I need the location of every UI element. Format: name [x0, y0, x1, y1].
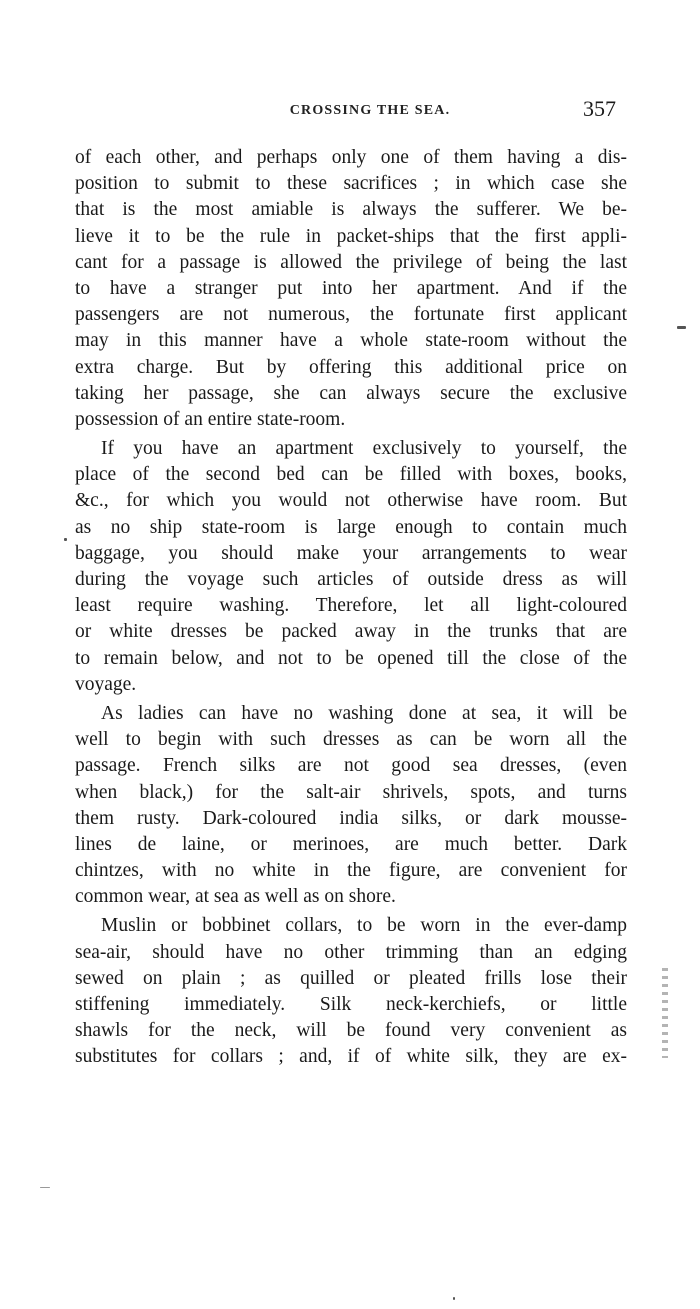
margin-mark: [662, 968, 668, 1058]
text-line: may in this manner have a whole state-room without the: [75, 330, 627, 352]
text-line: voyage.: [75, 673, 137, 695]
text-line: place of the second bed can be filled with boxes, books,: [75, 464, 627, 486]
text-line: sea-air, should have no other trimming than an edging: [75, 941, 627, 963]
page-number: 357: [583, 96, 616, 121]
text-line: sewed on plain ; as quilled or pleated frills lose their: [75, 967, 627, 989]
text-line: cant for a passage is allowed the privilege of being the last: [75, 251, 627, 273]
running-header: CROSSING THE SEA.: [289, 103, 451, 118]
text-line: &c., for which you would not otherwise have room. But: [75, 490, 627, 512]
paragraph-4: [75, 913, 627, 1070]
scan-speck: [40, 1187, 50, 1188]
text-line: chintzes, with no white in the figure, are convenient for: [75, 860, 627, 882]
text-line: lieve it to be the rule in packet-ships that the first appli-: [75, 225, 627, 247]
text-line: position to submit to these sacrifices ; in which case she: [75, 173, 627, 195]
paragraph-3: [75, 701, 627, 911]
text-line: If you have an apartment exclusively to yourself, the: [101, 438, 627, 460]
text-line: them rusty. Dark-coloured india silks, or dark mousse-: [75, 807, 627, 829]
text-line: passage. French silks are not good sea dresses, (even: [75, 755, 627, 777]
text-line: during the voyage such articles of outside dress as will: [75, 569, 627, 590]
text-line: As ladies can have no washing done at sea, it will be: [101, 702, 627, 724]
text-line: of each other, and perhaps only one of them having a dis-: [75, 147, 627, 168]
paragraph-2: [75, 436, 627, 698]
text-line: to remain below, and not to be opened till the close of the: [75, 647, 627, 669]
scan-speck: [453, 1297, 455, 1300]
text-line: extra charge. But by offering this additional price on: [75, 356, 627, 378]
text-line: lines de laine, or merinoes, are much better. Dark: [75, 833, 627, 855]
text-line: substitutes for collars ; and, if of white silk, they are ex-: [75, 1046, 627, 1068]
text-line: taking her passage, she can always secure the exclusive: [75, 382, 627, 404]
text-line: as no ship state-room is large enough to contain much: [75, 516, 627, 538]
text-line: to have a stranger put into her apartment. And if the: [75, 277, 627, 299]
text-line: when black,) for the salt-air shrivels, spots, and turns: [75, 781, 627, 803]
text-line: common wear, at sea as well as on shore.: [75, 886, 396, 908]
text-line: stiffening immediately. Silk neck-kerchiefs, or little: [75, 994, 627, 1015]
text-line: Muslin or bobbinet collars, to be worn in the ever-damp: [101, 915, 627, 937]
paragraph-1: [75, 145, 627, 433]
text-line: shawls for the neck, will be found very convenient as: [75, 1020, 627, 1042]
scan-speck: [64, 538, 67, 541]
text-line: baggage, you should make your arrangements to wear: [75, 542, 627, 564]
text-line: that is the most amiable is always the sufferer. We be-: [75, 199, 627, 221]
text-line: possession of an entire state-room.: [75, 408, 346, 430]
text-line: least require washing. Therefore, let all light-coloured: [75, 595, 627, 617]
text-line: passengers are not numerous, the fortunate first applicant: [75, 304, 627, 326]
text-line: or white dresses be packed away in the trunks that are: [75, 621, 627, 643]
body-text: [75, 145, 627, 1071]
text-line: well to begin with such dresses as can be worn all the: [75, 729, 627, 751]
scan-speck: [677, 326, 686, 329]
